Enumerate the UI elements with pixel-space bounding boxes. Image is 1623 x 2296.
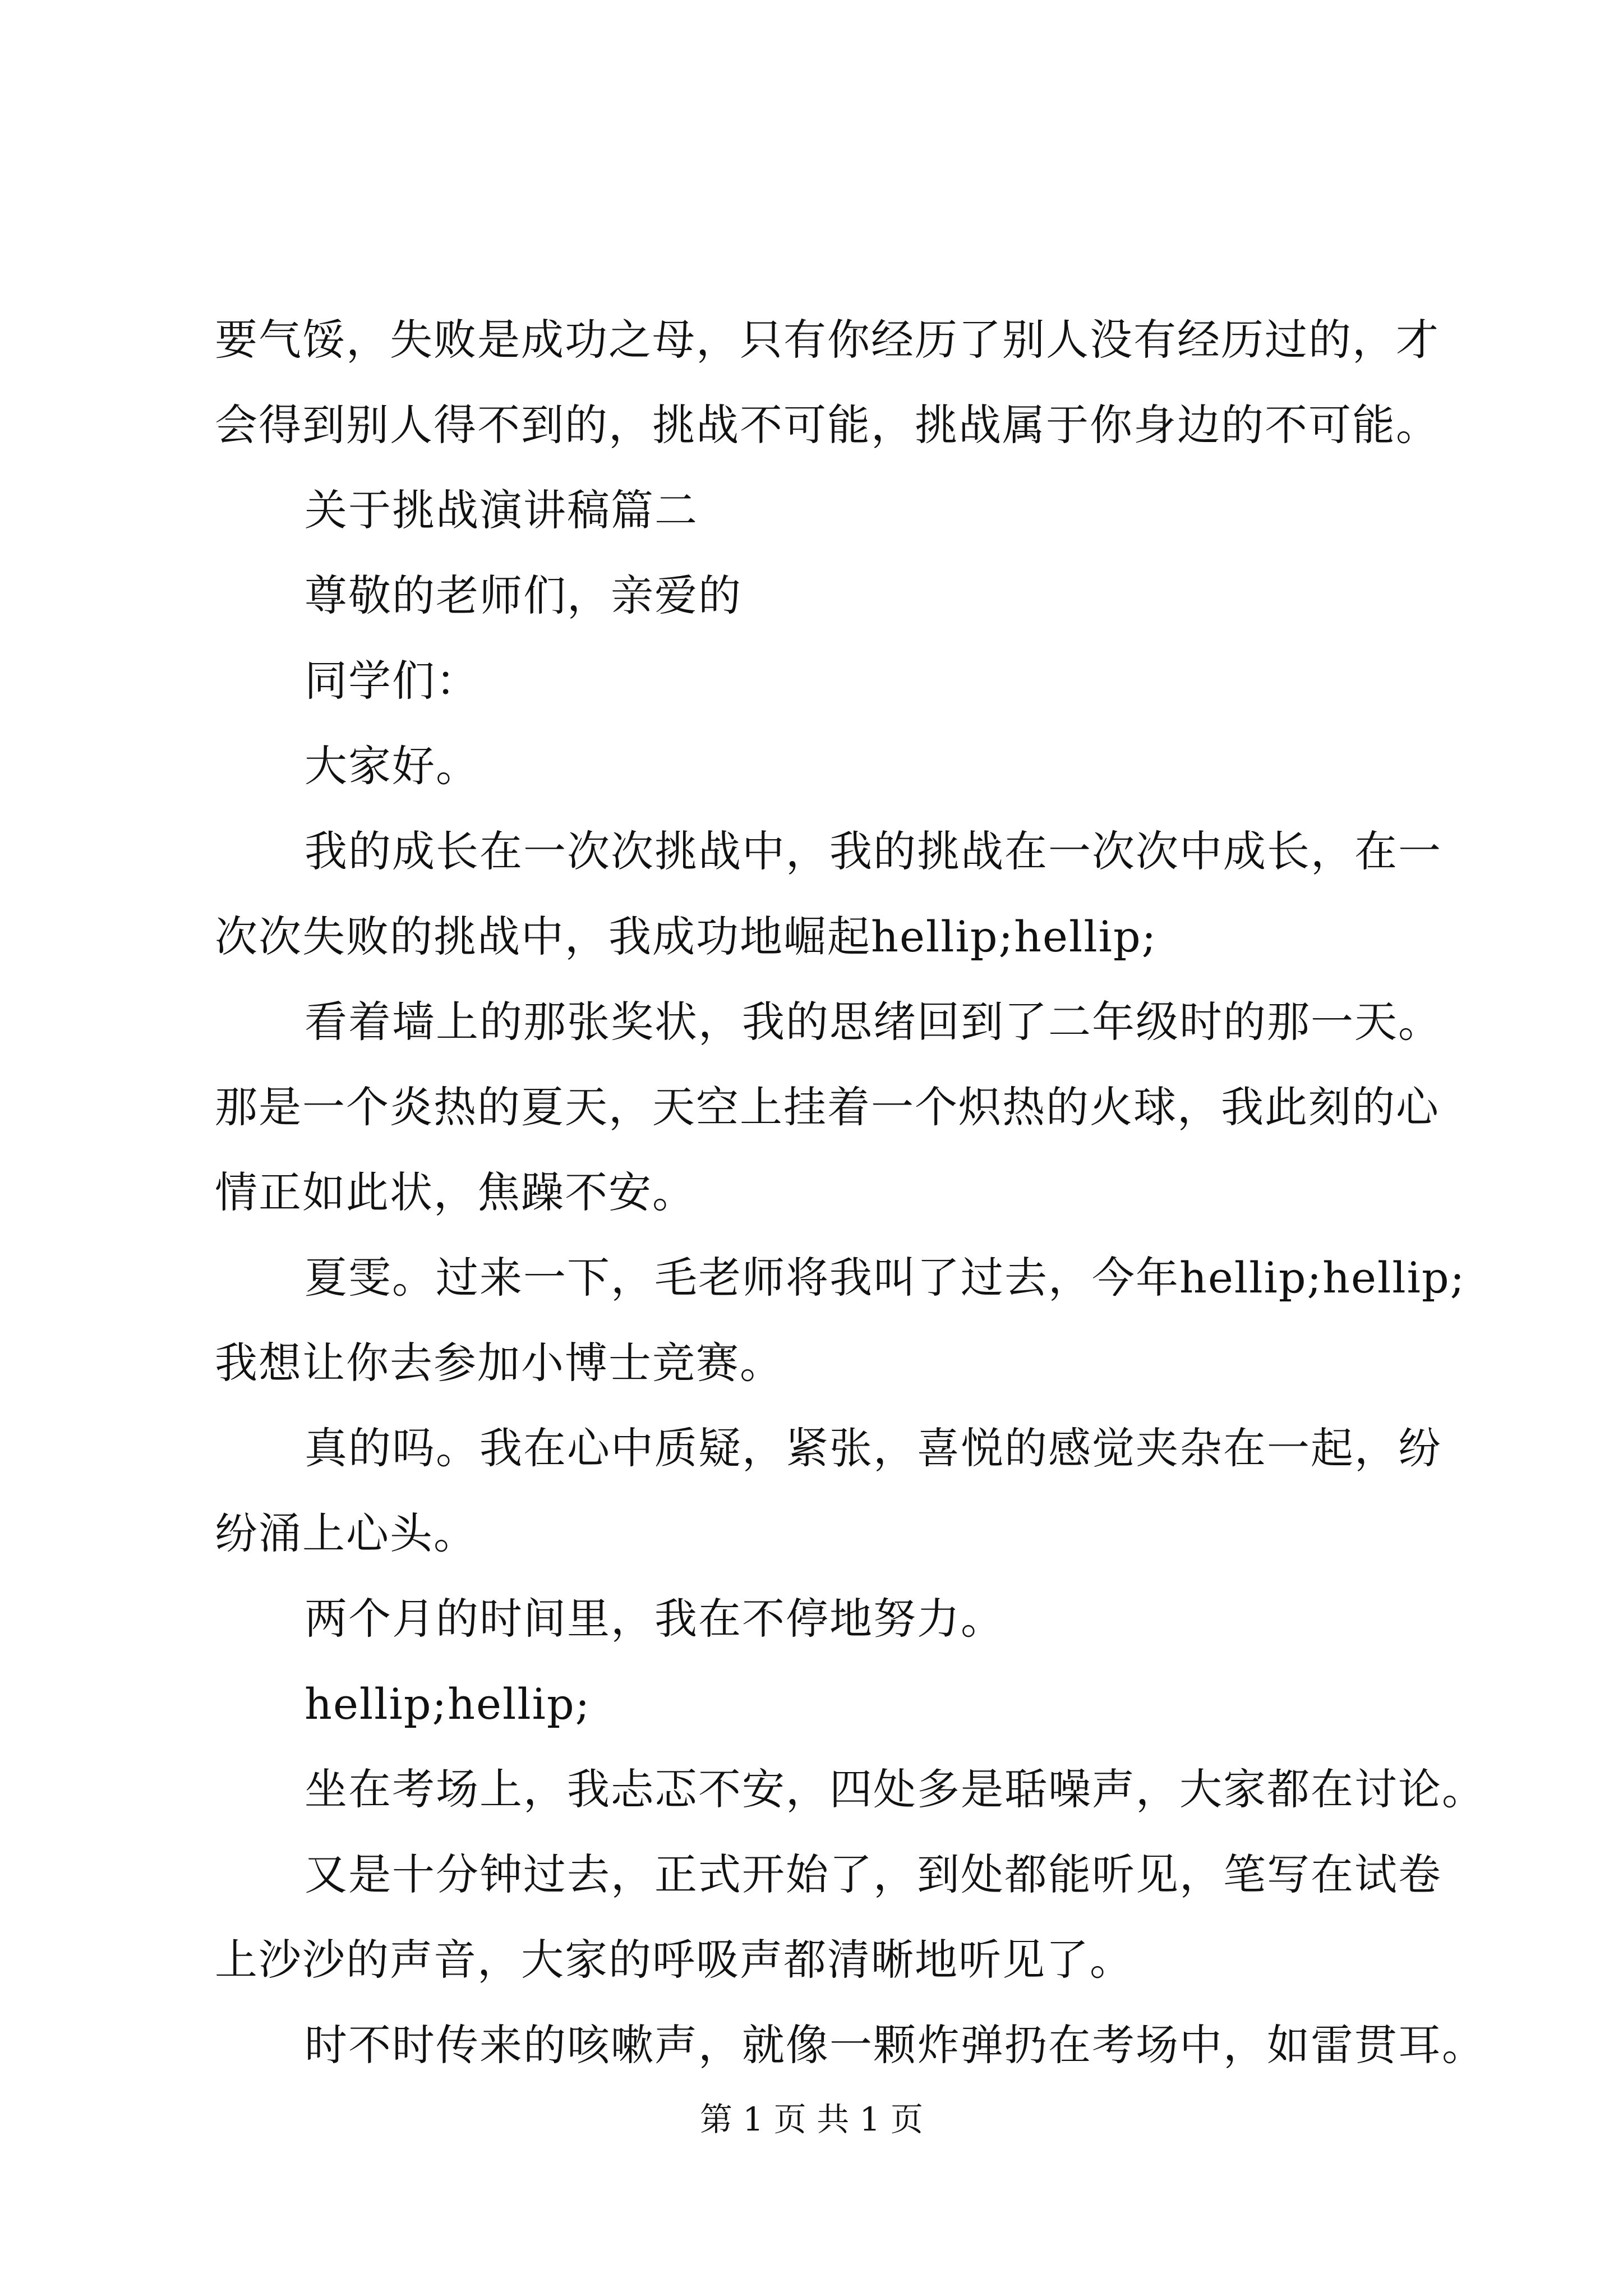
text-line: 我想让你去参加小博士竞赛。: [215, 1338, 783, 1388]
text-line: hellip;hellip;: [305, 1679, 591, 1729]
text-line: 那是一个炎热的夏天，天空上挂着一个炽热的火球，我此刻的心: [215, 1082, 1440, 1132]
salutation-line: 同学们：: [305, 656, 479, 706]
salutation-line: 尊敬的老师们，亲爱的: [305, 570, 742, 620]
section-heading: 关于挑战演讲稿篇二: [305, 485, 698, 535]
text-line: 夏雯。过来一下，毛老师将我叫了过去，今年hellip;hellip;: [305, 1253, 1466, 1303]
text-line: 看着墙上的那张奖状，我的思绪回到了二年级时的那一天。: [305, 997, 1442, 1047]
text-line: 坐在考场上，我忐忑不安，四处多是聒噪声，大家都在讨论。: [305, 1764, 1486, 1814]
greeting-line: 大家好。: [305, 741, 479, 791]
text-line: 情正如此状，焦躁不安。: [215, 1167, 696, 1217]
text-line: 又是十分钟过去，正式开始了，到处都能听见，笔写在试卷: [305, 1849, 1442, 1899]
text-line: 会得到别人得不到的，挑战不可能，挑战属于你身边的不可能。: [215, 400, 1440, 450]
text-line: 次次失败的挑战中，我成功地崛起hellip;hellip;: [215, 912, 1158, 961]
document-body: [215, 297, 1486, 2088]
page-number-footer: 第 1 页 共 1 页: [700, 2100, 923, 2138]
text-line: 两个月的时间里，我在不停地努力。: [305, 1594, 1004, 1644]
text-line: 要气馁，失败是成功之母，只有你经历了别人没有经历过的，才: [215, 315, 1440, 365]
text-line: 真的吗。我在心中质疑，紧张，喜悦的感觉夹杂在一起，纷: [305, 1423, 1442, 1473]
text-line: 纷涌上心头。: [215, 1508, 477, 1558]
text-line: 我的成长在一次次挑战中，我的挑战在一次次中成长，在一: [305, 826, 1442, 876]
text-line: 时不时传来的咳嗽声，就像一颗炸弹扔在考场中，如雷贯耳。: [305, 2020, 1486, 2070]
text-line: 上沙沙的声音，大家的呼吸声都清晰地听见了。: [215, 1935, 1133, 1985]
